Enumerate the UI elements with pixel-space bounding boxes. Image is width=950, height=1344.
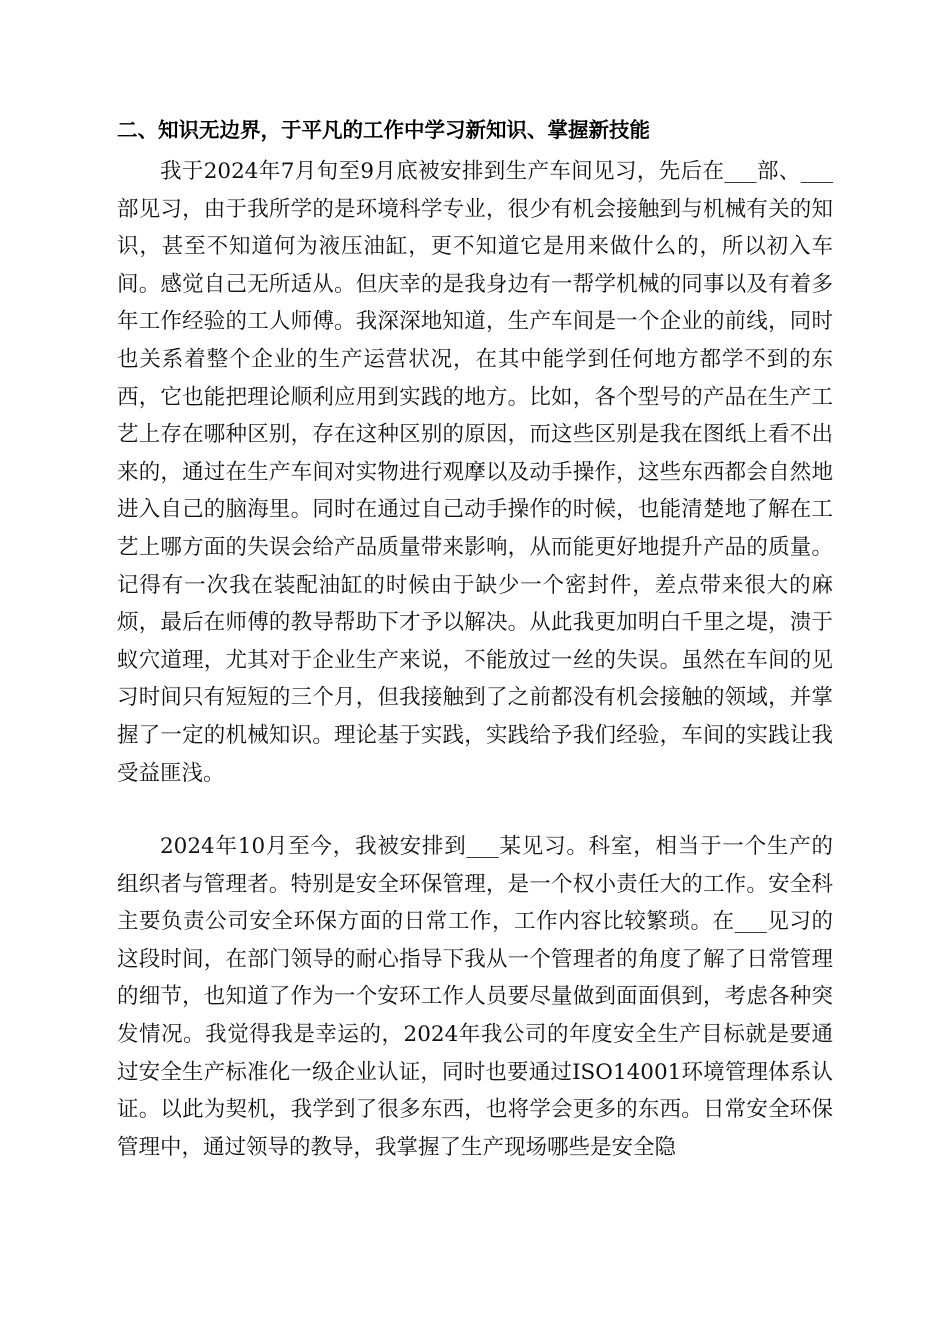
paragraph-workshop-internship: 我于2024年7月旬至9月底被安排到生产车间见习，先后在___部、___部见习，由于我所学的是环境科学专业，很少有机会接触到与机械有关的知识，甚至不知道何为液压油缸，更不知道它是用来做什么的，所以初入车间。感觉自己无所适从。但庆幸的是我身边有一帮学机械的同事以及有着多年工作经验的工人师傅。我深深地知道，生产车间是一个企业的前线，同时也关系着整个企业的生产运营状况，在其中能学到任何地方都学不到的东西，它也能把理论顺利应用到实践的地方。比如，各个型号的产品在生产工艺上存在哪种区别，存在这种区别的原因，而这些区别是我在图纸上看不出来的，通过在生产车间对实物进行观摩以及动手操作，这些东西都会自然地进入自己的脑海里。同时在通过自己动手操作的时候，也能清楚地了解在工艺上哪方面的失误会给产品质量带来影响，从而能更好地提升产品的质量。记得有一次我在装配油缸的时候由于缺少一个密封件，差点带来很大的麻烦，最后在师傅的教导帮助下才予以解决。从此我更加明白千里之堤，溃于蚁穴道理，尤其对于企业生产来说，不能放过一丝的失误。虽然在车间的见习时间只有短短的三个月，但我接触到了之前都没有机会接触的领域，并掌握了一定的机械知识。理论基于实践，实践给予我们经验，车间的实践让我受益匪浅。 <box>117 159 833 786</box>
paragraph-safety-department: 2024年10月至今，我被安排到___某见习。科室，相当于一个生产的组织者与管理者。特别是安全环保管理，是一个权小责任大的工作。安全科主要负责公司安全环保方面的日常工作，工作内容比较繁琐。在___见习的这段时间，在部门领导的耐心指导下我从一个管理者的角度了解了日常管理的细节，也知道了作为一个安环工作人员要尽量做到面面俱到，考虑各种突发情况。我觉得我是幸运的，2024年我公司的年度安全生产目标就是要通过安全生产标准化一级企业认证，同时也要通过ISO14001环境管理体系认证。以此为契机，我学到了很多东西，也将学会更多的东西。日常安全环保管理中，通过领导的教导，我掌握了生产现场哪些是安全隐 <box>117 834 833 1160</box>
section-heading: 二、知识无边界，于平凡的工作中学习新知识、掌握新技能 <box>117 118 650 142</box>
